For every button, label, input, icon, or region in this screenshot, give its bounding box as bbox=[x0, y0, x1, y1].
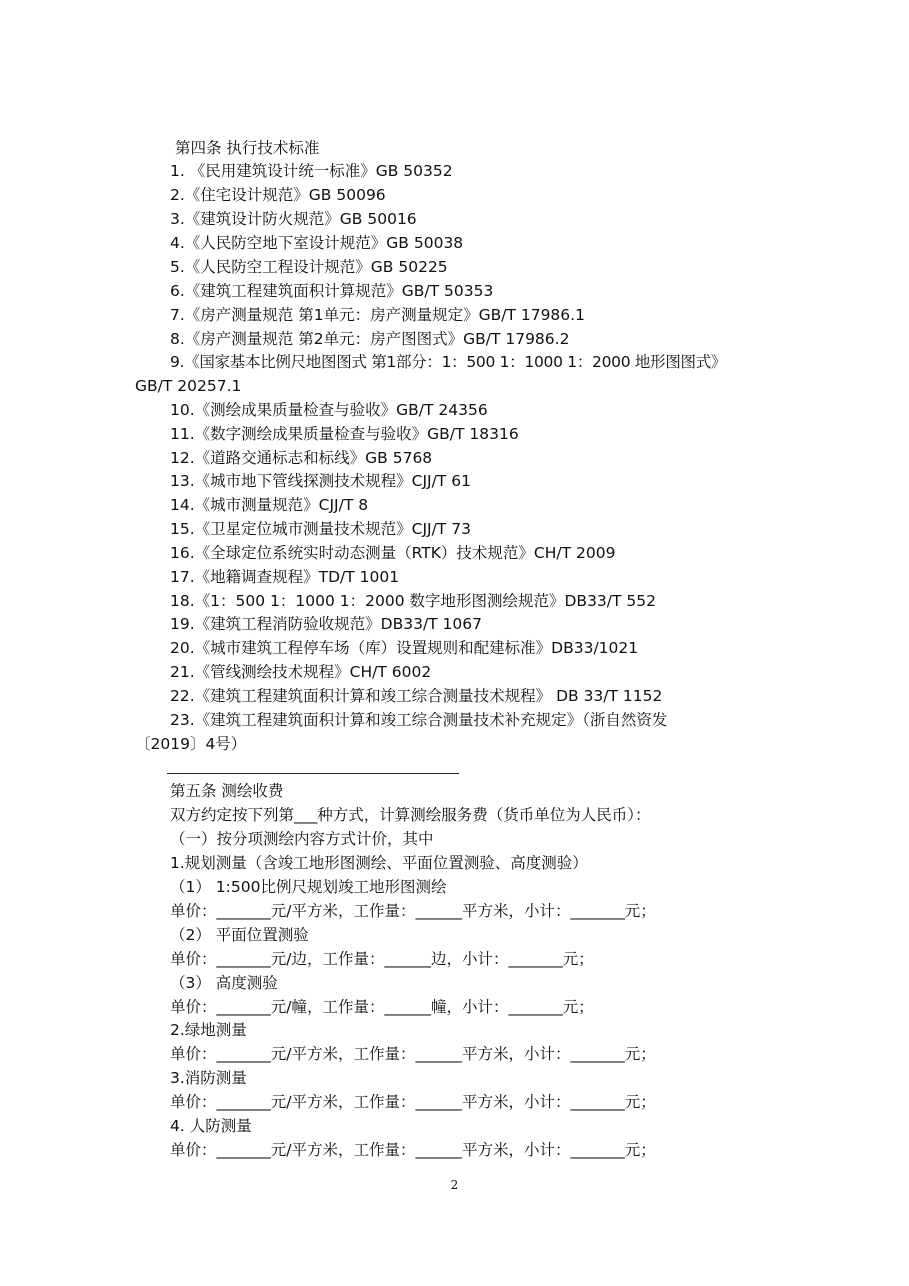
fee-method-line: 双方约定按下列第___种方式，计算测绘服务费（货币单位为人民币）： bbox=[170, 806, 651, 824]
fee-line-position: 单价：_______元/边，工作量：______边，小计：_______元； bbox=[170, 950, 594, 968]
fee-option-1: （一）按分项测绘内容方式计价，其中 bbox=[170, 830, 434, 848]
planning-subitem-1: （1） 1:500比例尺规划竣工地形图测绘 bbox=[170, 878, 447, 896]
fire-survey-title: 3.消防测量 bbox=[170, 1069, 247, 1087]
standard-item-23-cont: 〔2019〕4号） bbox=[135, 735, 247, 753]
fee-line-civil-defense: 单价：_______元/平方米，工作量：______平方米，小计：_______元； bbox=[170, 1141, 656, 1159]
article-5-heading: 第五条 测绘收费 bbox=[170, 782, 284, 800]
standard-item-16: 16.《全球定位系统实时动态测量（RTK）技术规范》CH/T 2009 bbox=[170, 544, 616, 562]
article-4-heading: 第四条 执行技术标准 bbox=[175, 139, 320, 157]
section-divider bbox=[167, 773, 459, 774]
standard-item-18: 18.《1：500 1：1000 1：2000 数字地形图测绘规范》DB33/T 552 bbox=[170, 592, 656, 610]
fee-line-green: 单价：_______元/平方米，工作量：______平方米，小计：_______元； bbox=[170, 1045, 656, 1063]
standard-item-9: 9.《国家基本比例尺地图图式 第1部分：1：500 1：1000 1：2000 地形图图式》 bbox=[170, 353, 727, 371]
standard-item-21: 21.《管线测绘技术规程》CH/T 6002 bbox=[170, 663, 432, 681]
planning-subitem-2: （2） 平面位置测验 bbox=[170, 926, 309, 944]
standard-item-4: 4.《人民防空地下室设计规范》GB 50038 bbox=[170, 234, 464, 252]
standard-item-14: 14.《城市测量规范》CJJ/T 8 bbox=[170, 496, 369, 514]
standard-item-19: 19.《建筑工程消防验收规范》DB33/T 1067 bbox=[170, 615, 483, 633]
standard-item-17: 17.《地籍调查规程》TD/T 1001 bbox=[170, 568, 400, 586]
standard-item-22: 22.《建筑工程建筑面积计算和竣工综合测量技术规程》 DB 33/T 1152 bbox=[170, 687, 663, 705]
fee-line-height: 单价：_______元/幢，工作量：______幢，小计：_______元； bbox=[170, 998, 594, 1016]
standard-item-10: 10.《测绘成果质量检查与验收》GB/T 24356 bbox=[170, 401, 488, 419]
standard-item-9-cont: GB/T 20257.1 bbox=[135, 377, 242, 395]
standard-item-8: 8.《房产测量规范 第2单元：房产图图式》GB/T 17986.2 bbox=[170, 330, 570, 348]
standard-item-11: 11.《数字测绘成果质量检查与验收》GB/T 18316 bbox=[170, 425, 519, 443]
standard-item-12: 12.《道路交通标志和标线》GB 5768 bbox=[170, 449, 433, 467]
planning-survey-title: 1.规划测量（含竣工地形图测绘、平面位置测验、高度测验） bbox=[170, 854, 588, 872]
standard-item-1: 1. 《民用建筑设计统一标准》GB 50352 bbox=[170, 162, 453, 180]
planning-subitem-3: （3） 高度测验 bbox=[170, 974, 278, 992]
civil-defense-survey-title: 4. 人防测量 bbox=[170, 1117, 252, 1135]
standard-item-3: 3.《建筑设计防火规范》GB 50016 bbox=[170, 210, 417, 228]
standard-item-20: 20.《城市建筑工程停车场（库）设置规则和配建标准》DB33/1021 bbox=[170, 639, 639, 657]
fee-line-topographic: 单价：_______元/平方米，工作量：______平方米，小计：_______元； bbox=[170, 902, 656, 920]
page-number: 2 bbox=[450, 1178, 459, 1192]
standard-item-7: 7.《房产测量规范 第1单元：房产测量规定》GB/T 17986.1 bbox=[170, 306, 585, 324]
standard-item-13: 13.《城市地下管线探测技术规程》CJJ/T 61 bbox=[170, 472, 471, 490]
green-survey-title: 2.绿地测量 bbox=[170, 1021, 247, 1039]
standard-item-6: 6.《建筑工程建筑面积计算规范》GB/T 50353 bbox=[170, 282, 494, 300]
standard-item-5: 5.《人民防空工程设计规范》GB 50225 bbox=[170, 258, 448, 276]
standard-item-23: 23.《建筑工程建筑面积计算和竣工综合测量技术补充规定》（浙自然资发 bbox=[170, 711, 668, 729]
standard-item-2: 2.《住宅设计规范》GB 50096 bbox=[170, 186, 386, 204]
standard-item-15: 15.《卫星定位城市测量技术规范》CJJ/T 73 bbox=[170, 520, 471, 538]
fee-line-fire: 单价：_______元/平方米，工作量：______平方米，小计：_______元； bbox=[170, 1093, 656, 1111]
